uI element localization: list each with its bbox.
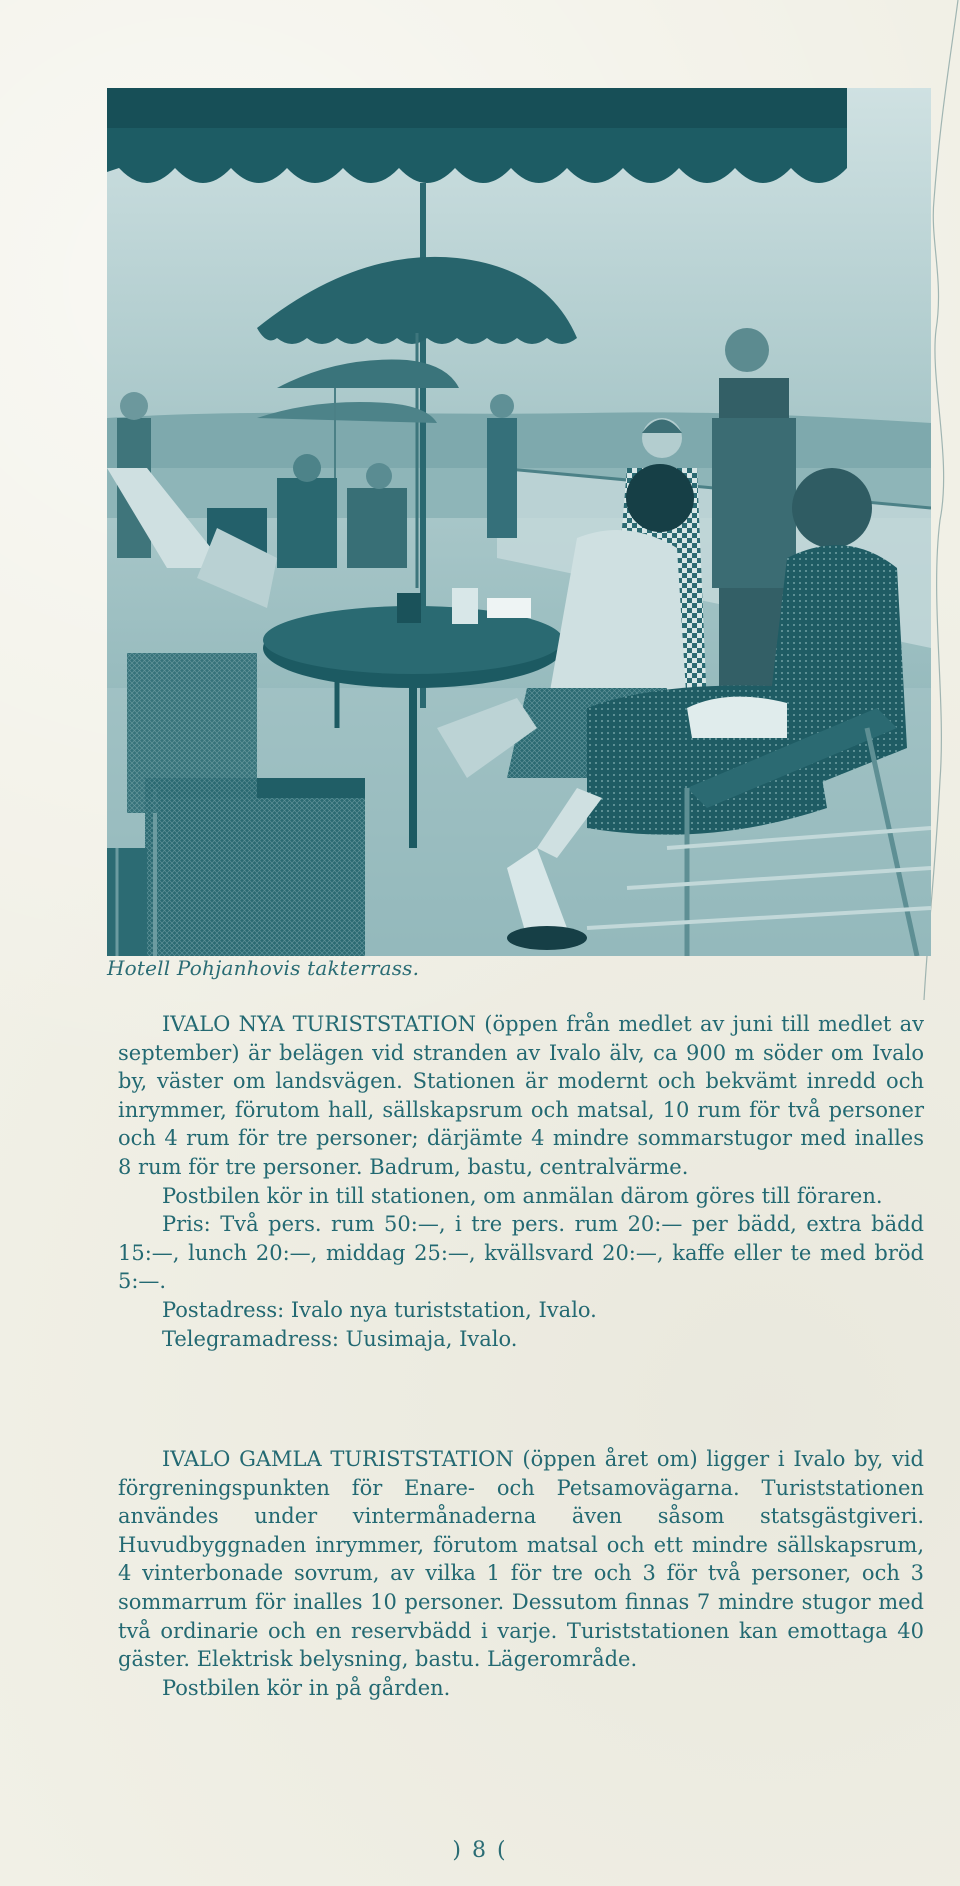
- paragraph-pris: Pris: Två pers. rum 50:—, i tre pers. rum 20:— per bädd, extra bädd 15:—, lunch 20:—, middag 25:—, kvällsvard 20:—, kaffe eller te med bröd 5:—.: [118, 1212, 924, 1294]
- section-ivalo-nya-turiststation: [118, 1010, 924, 1353]
- paragraph-postbilen: Postbilen kör in till stationen, om anmälan därom göres till föraren.: [162, 1183, 883, 1208]
- page-number: ) 8 (: [452, 1838, 508, 1863]
- paragraph-telegramadress: Telegramadress: Uusimaja, Ivalo.: [162, 1326, 518, 1351]
- photo-caption: Hotell Pohjanhovis takterrass.: [107, 956, 420, 980]
- paragraph-description: IVALO NYA TURISTSTATION (öppen från medlet av juni till medlet av september) är belägen vid stranden av Ivalo älv, ca 900 m söder om Ivalo by, väster om landsvägen. Stationen är modernt och bekvämt inredd och inrymmer, förutom hall, sällskapsrum och matsal, 10 rum för två personer och 4 rum för tre personer; därjämte 4 mindre sommarstugor med inalles 8 rum för tre personer. Badrum, bastu, centralvärme.: [118, 1012, 924, 1179]
- terrace-photograph: [107, 88, 931, 956]
- paragraph-postadress: Postadress: Ivalo nya turiststation, Ivalo.: [162, 1297, 597, 1322]
- paragraph-postbilen: Postbilen kör in på gården.: [162, 1675, 451, 1700]
- section-ivalo-gamla-turiststation: [118, 1445, 924, 1702]
- paragraph-description: IVALO GAMLA TURISTSTATION (öppen året om) ligger i Ivalo by, vid förgreningspunkten för Enare- och Petsamovägarna. Turiststationen användes under vintermånaderna även såsom statsgästgiveri. Huvudbyggnaden inrymmer, förutom matsal och ett mindre sällskapsrum, 4 vinterbonade sovrum, av vilka 1 för tre och 3 för två personer, och 3 sommarrum för inalles 10 personer. Dessutom finnas 7 mindre stugor med två ordinarie och en reservbädd i varje. Turiststationen kan emottaga 40 gäster. Elektrisk belysning, bastu. Lägerområde.: [118, 1447, 924, 1672]
